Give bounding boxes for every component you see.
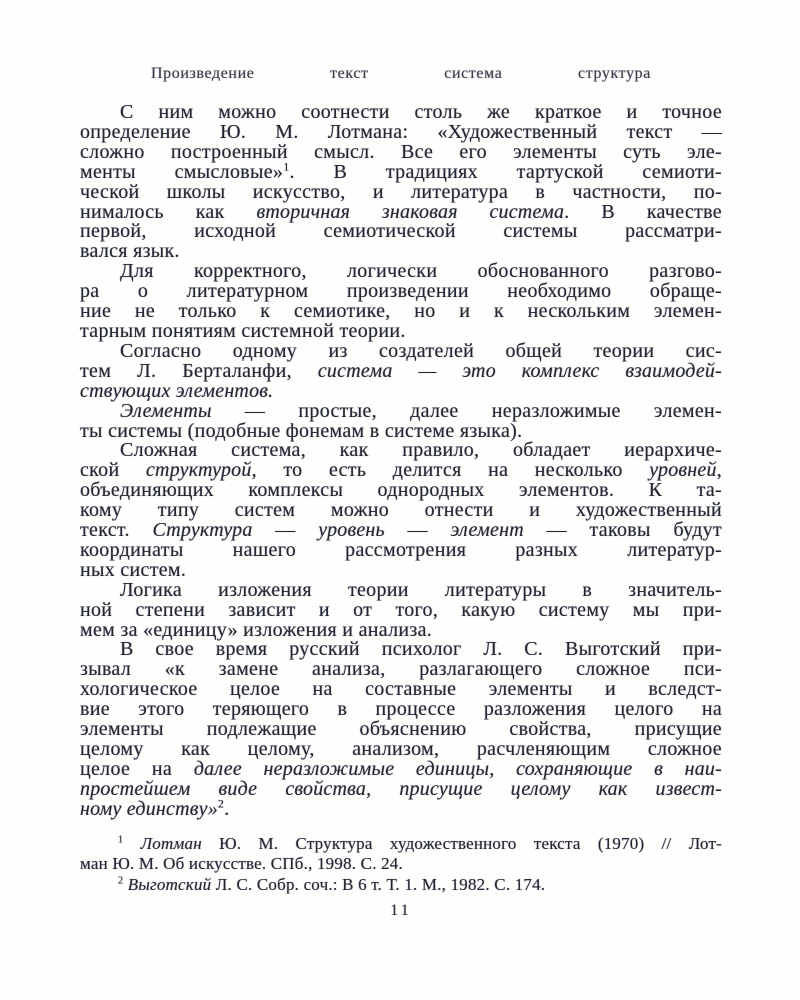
text-line — [80, 834, 722, 855]
italic-text: структурой — [145, 459, 252, 482]
text-run: тем Л. Берталанфи, — [80, 359, 318, 382]
text-run: ной степени зависит и от того, какую систему мы при- — [80, 598, 722, 621]
text-run: . В качестве — [564, 200, 722, 223]
body-text — [80, 103, 722, 820]
italic-text: далее неразложимые единицы, сохраняющие в наи- — [193, 757, 722, 780]
text-line — [80, 558, 722, 581]
text-line — [80, 200, 722, 223]
text-run: — — [384, 519, 451, 542]
text-line — [80, 302, 722, 322]
text-run: В свое время русский психолог Л. С. Выготский при- — [120, 638, 722, 661]
text-run: — — [252, 519, 319, 542]
italic-text: система — это комплекс взаимодей- — [317, 359, 722, 382]
running-head-word: Произведение — [151, 65, 255, 82]
italic-text: Лотман — [140, 833, 202, 853]
paragraph — [80, 339, 722, 402]
text-line — [80, 854, 722, 875]
text-line — [80, 578, 722, 601]
text-run: вался язык. — [80, 240, 180, 263]
running-head — [151, 66, 651, 82]
text-line — [80, 159, 722, 183]
footnote — [80, 875, 722, 896]
text-line — [80, 538, 722, 561]
text-run: , то есть делится на несколько — [251, 459, 650, 482]
italic-text: Элементы — [120, 399, 212, 422]
text-run: координаты нашего рассмотрения разных литератур- — [80, 538, 722, 561]
text-run: первой, исходной семиотической системы рассматри- — [80, 220, 722, 243]
text-run: зывал «к замене анализа, разлагающего сложное пси- — [80, 658, 722, 681]
paragraph — [80, 578, 722, 641]
italic-text: элемент — [450, 519, 524, 542]
italic-text: уровень — [318, 519, 385, 542]
text-line — [80, 399, 722, 422]
paragraph — [80, 441, 722, 580]
text-line — [80, 680, 722, 700]
footnote-marker: 2 — [118, 874, 124, 886]
paragraph — [80, 640, 722, 819]
italic-text: ствующих элементов. — [80, 379, 274, 402]
text-line — [80, 282, 722, 302]
text-line — [80, 618, 722, 641]
text-line — [80, 521, 722, 541]
running-head-word: система — [444, 65, 503, 82]
text-run: сложно построенный смысл. Все его элементы суть эле- — [80, 140, 722, 163]
paragraph — [80, 103, 722, 262]
running-head-word: текст — [330, 65, 369, 82]
text-run: . В традициях тартуской семиоти- — [289, 160, 722, 183]
text-line — [80, 339, 722, 362]
text-run: мем за «единицу» изложения и анализа. — [80, 618, 433, 641]
footnotes — [80, 834, 722, 896]
text-line — [80, 359, 722, 382]
page-number: 11 — [390, 902, 412, 920]
text-line — [80, 875, 722, 896]
text-run: — простые, далее неразложимые элемен- — [211, 399, 722, 422]
italic-text: ному единству» — [80, 797, 218, 820]
text-line — [80, 103, 722, 123]
text-line — [80, 598, 722, 621]
footnote-marker: 2 — [217, 796, 225, 811]
footnote-marker: 1 — [118, 833, 124, 845]
text-line — [80, 660, 722, 680]
text-run: объединяющих комплексы однородных элементов. К та- — [80, 479, 722, 502]
text-line — [80, 796, 722, 820]
text-line — [80, 120, 722, 143]
text-run: ных систем. — [80, 558, 187, 581]
text-line — [80, 720, 722, 740]
text-run: определение Ю. М. Лотмана: «Художественный текст — — [80, 120, 722, 143]
text-line — [80, 757, 722, 780]
text-run: менты смысловые» — [80, 160, 284, 183]
text-run: , — [716, 459, 723, 482]
text-line — [80, 379, 722, 402]
text-line — [80, 180, 722, 203]
text-run: нималось как — [80, 200, 257, 223]
text-run: текст. — [80, 519, 153, 542]
text-run: Сложная система, как правило, обладает иерархиче- — [120, 439, 722, 462]
text-line — [80, 222, 722, 242]
footnote — [80, 834, 722, 875]
text-run: ние не только к семиотике, но и к нескольким элемен- — [80, 300, 722, 323]
text-run: вие этого теряющего в процессе разложения целого на — [80, 698, 722, 721]
paragraph — [80, 399, 722, 442]
text-run: хологическое целое на составные элементы и вследст- — [80, 678, 722, 701]
italic-text: простейшем виде свойства, присущие целому как извест- — [80, 777, 722, 800]
text-line — [80, 640, 722, 660]
italic-text: вторичная знаковая система — [256, 200, 565, 223]
text-run: Логика изложения теории литературы в значитель- — [120, 578, 722, 601]
text-run: ческой школы искусство, и литература в частности, по- — [80, 180, 722, 203]
italic-text: уровней — [649, 459, 717, 482]
text-run: . — [224, 797, 230, 820]
text-run: ра о литературном произведении необходимо обраще- — [80, 280, 722, 303]
text-run: целому как целому, анализом, расчленяющим сложное — [80, 738, 722, 760]
text-run: Для корректного, логически обоснованного разгово- — [120, 260, 722, 283]
text-line — [80, 777, 722, 800]
text-run: ман Ю. М. Об искусстве. СПб., 1998. С. 24. — [80, 854, 403, 874]
text-run: Ю. М. Структура художественного текста (1970) // Лот- — [201, 833, 723, 853]
text-run: Л. С. Собр. соч.: В 6 т. Т. 1. М., 1982. С. 174. — [211, 874, 546, 894]
text-run: ской — [80, 459, 146, 482]
footnote-marker: 1 — [283, 159, 290, 174]
text-run: кому типу систем можно отнести и художественный — [80, 499, 722, 522]
text-run — [123, 834, 140, 853]
paragraph — [80, 262, 722, 342]
text-run: целое на — [80, 757, 194, 780]
text-run: тарным понятиям системной теории. — [80, 319, 406, 342]
italic-text: Структура — [152, 519, 253, 542]
text-line — [80, 740, 722, 760]
text-run: элементы подлежащие объяснению свойства, присущие — [80, 718, 722, 741]
italic-text: Выготский — [127, 874, 212, 894]
text-run: Согласно одному из создателей общей теории сис- — [120, 339, 722, 362]
text-line — [80, 140, 722, 163]
text-run: ты системы (подобные фонемам в системе языка). — [80, 419, 523, 442]
text-run: — таковы будут — [523, 519, 723, 542]
text-line — [80, 481, 722, 501]
text-line — [80, 319, 722, 342]
text-run: С ним можно соотнести столь же краткое и точное — [120, 101, 722, 123]
running-head-word: структура — [578, 65, 651, 82]
